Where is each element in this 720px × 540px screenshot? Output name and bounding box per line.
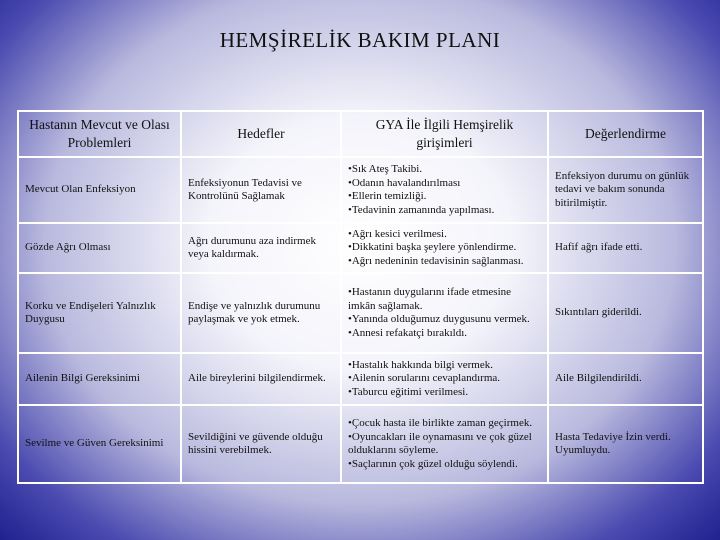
table-row [18,223,703,273]
intervention-item: • Ellerin temizliği. [348,190,541,204]
intervention-item: • Annesi refakatçi bırakıldı. [348,327,541,341]
table-row [18,157,703,223]
header-goals: Hedefler [181,111,341,157]
evaluation-cell: Sıkıntıları giderildi. [548,273,703,353]
interventions-cell [341,223,548,273]
intervention-item: • Taburcu eğitimi verilmesi. [348,386,541,400]
intervention-item: • Ailenin sorularını cevaplandırma. [348,372,541,386]
header-problems: Hastanın Mevcut ve Olası Problemleri [18,111,181,157]
intervention-item: • Çocuk hasta ile birlikte zaman geçirmek. [348,417,541,431]
interventions-cell [341,273,548,353]
evaluation-cell: Hasta Tedaviye İzin verdi. Uyumluydu. [548,405,703,483]
problem-cell: Sevilme ve Güven Gereksinimi [18,405,181,483]
table-row [18,353,703,405]
intervention-item: • Dikkatini başka şeylere yönlendirme. [348,241,541,255]
intervention-item: • Oyuncakları ile oynamasını ve çok güzel olduklarını söyleme. [348,431,541,458]
goal-cell: Ağrı durumunu aza indirmek veya kaldırmak. [181,223,341,273]
interventions-cell [341,405,548,483]
intervention-item: • Yanında olduğumuz duygusunu vermek. [348,313,541,327]
intervention-item: • Odanın havalandırılması [348,177,541,191]
intervention-item: • Sık Ateş Takibi. [348,163,541,177]
problem-cell: Korku ve Endişeleri Yalnızlık Duygusu [18,273,181,353]
care-plan-table [17,110,704,484]
intervention-item: • Ağrı kesici verilmesi. [348,228,541,242]
goal-cell: Enfeksiyonun Tedavisi ve Kontrolünü Sağlamak [181,157,341,223]
problem-cell: Mevcut Olan Enfeksiyon [18,157,181,223]
problem-cell: Ailenin Bilgi Gereksinimi [18,353,181,405]
intervention-item: • Ağrı nedeninin tedavisinin sağlanması. [348,255,541,269]
interventions-cell [341,353,548,405]
table-row [18,405,703,483]
evaluation-cell: Aile Bilgilendirildi. [548,353,703,405]
header-interventions: GYA İle İlgili Hemşirelik girişimleri [341,111,548,157]
evaluation-cell: Hafif ağrı ifade etti. [548,223,703,273]
goal-cell: Endişe ve yalnızlık durumunu paylaşmak ve yok etmek. [181,273,341,353]
intervention-item: • Saçlarının çok güzel olduğu söylendi. [348,458,541,472]
intervention-item: • Hastalık hakkında bilgi vermek. [348,359,541,373]
goal-cell: Aile bireylerini bilgilendirmek. [181,353,341,405]
evaluation-cell: Enfeksiyon durumu on günlük tedavi ve bakım sonunda bitirilmiştir. [548,157,703,223]
intervention-item: • Hastanın duygularını ifade etmesine imkân sağlamak. [348,286,541,313]
header-row [18,111,703,157]
intervention-item: • Tedavinin zamanında yapılması. [348,204,541,218]
interventions-cell [341,157,548,223]
header-evaluation: Değerlendirme [548,111,703,157]
table-row [18,273,703,353]
problem-cell: Gözde Ağrı Olması [18,223,181,273]
page-title: HEMŞİRELİK BAKIM PLANI [219,28,501,52]
goal-cell: Sevildiğini ve güvende olduğu hissini verebilmek. [181,405,341,483]
